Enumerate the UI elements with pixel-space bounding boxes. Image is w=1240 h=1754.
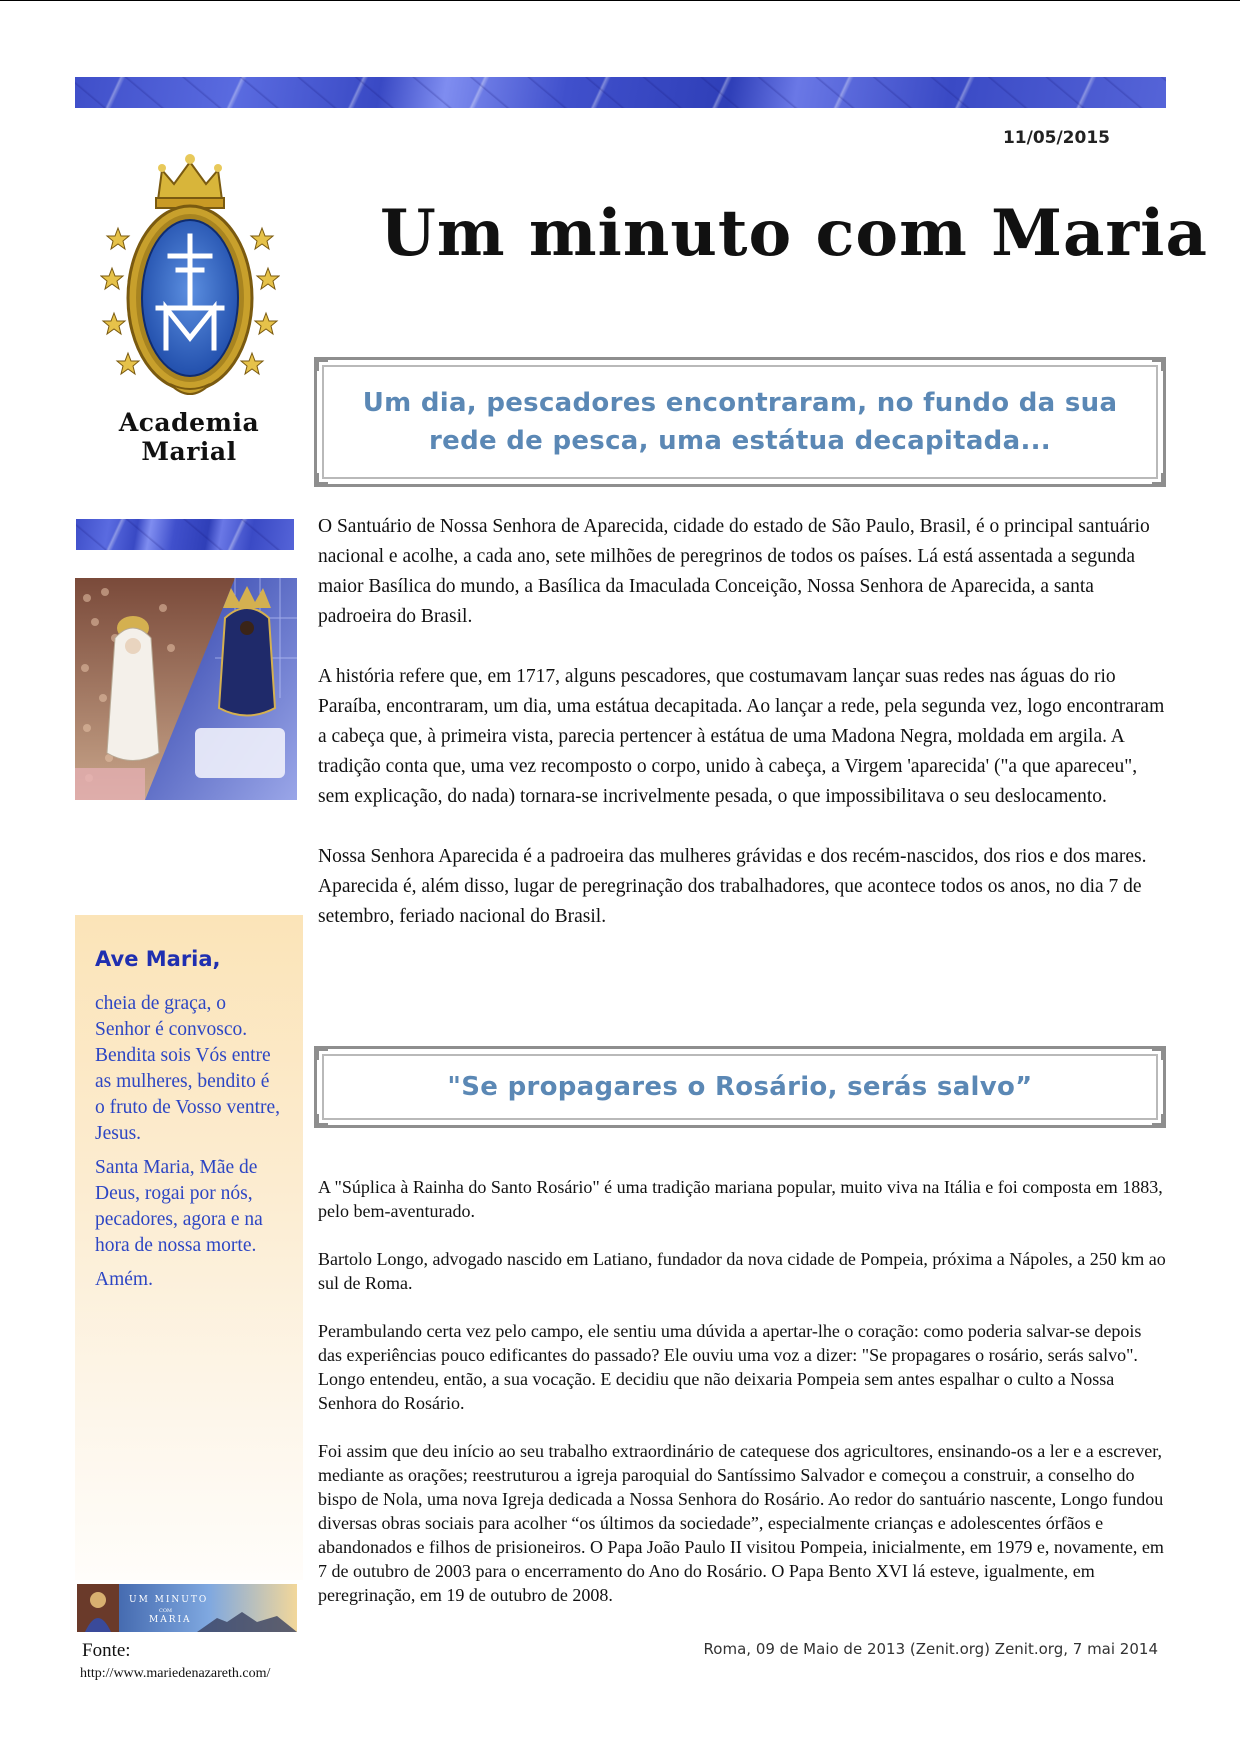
source-url[interactable]: http://www.mariedenazareth.com/ <box>80 1666 271 1681</box>
prayer-line: Amém. <box>95 1269 153 1290</box>
headline-box <box>314 1046 1166 1128</box>
issue-date: 11/05/2015 <box>1002 128 1110 148</box>
crown-icon <box>156 154 224 208</box>
paragraph: A "Súplica à Rainha do Santo Rosário" é uma tradição mariana popular, muito viva na Itália e foi composta em 1883, pelo bem-aventurado. <box>318 1177 1163 1221</box>
paragraph: Perambulando certa vez pelo campo, ele sentiu uma dúvida a apertar-lhe o coração: como poderia salvar-se depois das experiências pouco edificantes do passado? Ele ouviu uma voz a dizer: "Se propagares o rosário, serás salvo". Longo entendeu, então, a sua vocação. E decidiu que não deixaria Pompeia sem antes espalhar o culto a Nossa Senhora do Rosário. <box>318 1321 1142 1413</box>
thumbnail-text: COM <box>159 1608 173 1614</box>
paragraph: Foi assim que deu início ao seu trabalho extraordinário de catequese dos agricultores, ensinando-os a ler e a escrever, mediante as orações; reestruturou a igreja paroquial do Santíssimo Salvador e começou a construir, a conselho do bispo de Nola, uma nova Igreja dedicada a Nossa Senhora do Rosário. Ao redor do santuário nascente, Longo fundou diversas obras sociais para acolher “os últimos da sociedade”, especialmente crianças e adolescentes órfãos e abandonados e filhos de prisioneiros. O Papa João Paulo II visitou Pompeia, inicialmente, em 1979 e, novamente, em 7 de outubro de 2003 para o encerramento do Ano do Rosário. O Papa Bento XVI lá esteve, igualmente, em peregrinação, em 19 de outubro de 2008. <box>318 1441 1164 1605</box>
headline-text: Um dia, pescadores encontraram, no fundo da sua rede de pesca, uma estátua decapitada... <box>362 388 1118 456</box>
thumbnail-text: MARIA <box>149 1615 192 1625</box>
prayer-line: Santa Maria, Mãe de Deus, rogai por nós, pecadores, agora e na hora de nossa morte. <box>95 1157 263 1256</box>
prayer-box <box>75 915 303 1580</box>
paragraph: O Santuário de Nossa Senhora de Aparecida, cidade do estado de São Paulo, Brasil, é o principal santuário nacional e acolhe, a cada ano, sete milhões de peregrinos de todos os países. Lá está assentada a segunda maior Basílica do mundo, a Basílica da Imaculada Conceição, Nossa Senhora de Aparecida, a santa padroeira do Brasil. <box>318 516 1150 627</box>
headline-box <box>314 357 1166 487</box>
prayer-title: Ave Maria, <box>95 947 221 971</box>
um-minuto-com-maria-thumbnail <box>77 1584 297 1632</box>
page-title: Um minuto com Maria <box>380 196 1208 271</box>
paragraph: Nossa Senhora Aparecida é a padroeira das mulheres grávidas e dos recém-nascidos, dos rios e dos mares. Aparecida é, além disso, lugar de peregrinação dos trabalhadores, que acontece todos os anos, no dia 7 de setembro, feriado nacional do Brasil. <box>318 846 1147 927</box>
thumbnail-text: UM MINUTO <box>129 1595 209 1605</box>
citation: Roma, 09 de Maio de 2013 (Zenit.org) Zenit.org, 7 mai 2014 <box>703 1640 1158 1658</box>
side-banner <box>76 519 294 550</box>
top-banner <box>75 77 1166 108</box>
top-border-line <box>0 0 1240 1</box>
paragraph: Bartolo Longo, advogado nascido em Latiano, fundador da nova cidade de Pompeia, próxima a Nápoles, a 250 km ao sul de Roma. <box>318 1249 1166 1293</box>
headline-text: "Se propagares o Rosário, serás salvo” <box>447 1072 1033 1102</box>
marian-crest-icon <box>100 148 280 408</box>
article-rosario <box>318 1175 1168 1631</box>
logo-caption: Academia Marial <box>118 408 260 466</box>
article-aparecida <box>318 512 1168 962</box>
prayer-line: cheia de graça, o Senhor é convosco. Bendita sois Vós entre as mulheres, bendito é o fruto de Vosso ventre, Jesus. <box>95 993 281 1144</box>
source-label: Fonte: <box>82 1640 131 1661</box>
statues-photo <box>75 578 297 800</box>
paragraph: A história refere que, em 1717, alguns pescadores, que costumavam lançar suas redes nas águas do rio Paraíba, encontraram, um dia, uma estátua decapitada. Ao lançar a rede, pela segunda vez, logo encontraram a cabeça que, à primeira vista, parecia pertencer à estátua de uma Madona Negra, moldada em argila. A tradição conta que, uma vez recomposto o corpo, unido à cabeça, a Virgem 'aparecida' ("a que apareceu", sem explicação, do nada) tornara-se incrivelmente pesada, o que impossibilitava o seu deslocamento. <box>318 666 1165 807</box>
